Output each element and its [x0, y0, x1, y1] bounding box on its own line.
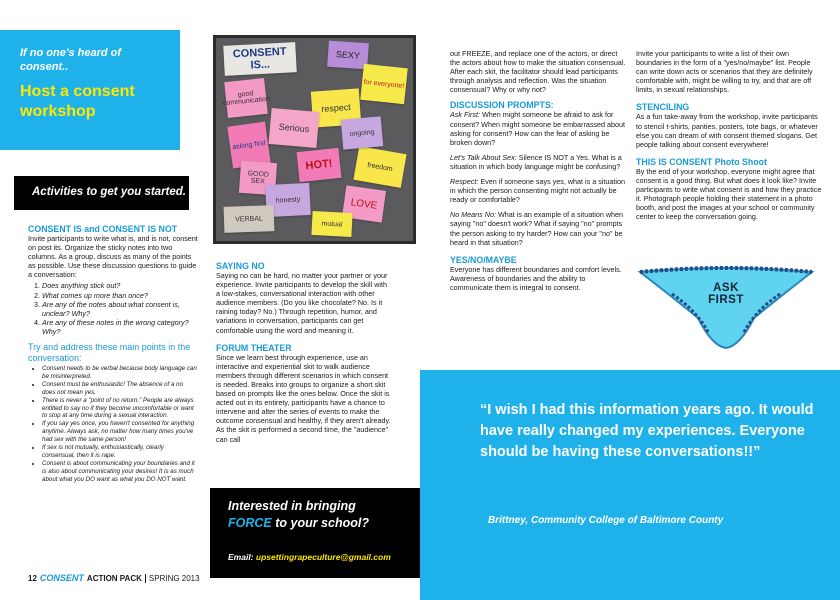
header-block: [0, 30, 180, 150]
prompt-item: No Means No: What is an example of a situation when saying "no" doesn't work? What if saying "no" prompts the person asking to try harder? How can your "no" be heard in that situation?: [450, 210, 624, 247]
photo-shoot-heading: THIS IS CONSENT Photo Shoot: [636, 156, 767, 167]
photo-note: for everyone!: [360, 64, 408, 104]
column-4: [636, 49, 822, 221]
photo-note: freedom: [353, 146, 406, 188]
consent-is-heading: CONSENT IS and CONSENT IS NOT: [28, 224, 178, 234]
header-kicker-line2: consent..: [20, 61, 69, 73]
forum-theater-body: Since we learn best through experience, use an interactive and experiential skit to walk audience members through different scenarios in which consent is needed. Breaks into groups to organize a short skit based on prompts like the ones below. Once the skit is acted out in its entirety, participants have a chance to intervene and alter the series of events to make the outcome consensual and healthy, if they aren't already. As the skit is performed a second time, the "audience" can call: [216, 352, 391, 444]
force-line1: Interested in bringing: [228, 499, 356, 513]
photo-note: good communication: [224, 78, 268, 118]
prompt-item: Respect: Even if someone says yes, what is a situation in which the person consenting might not actually be ready or comfortable?: [450, 177, 625, 205]
photo-note: mutual: [311, 211, 352, 237]
footer-season: SPRING 2013: [148, 573, 200, 583]
photo-note: SEXY: [327, 41, 369, 70]
list-item: • There is never a "point of no return." People are always entitled to say no if they become uncomfortable or want to stop at any time during a sexual interaction.: [42, 397, 198, 421]
force-word: FORCE: [228, 516, 272, 530]
force-box: [210, 488, 420, 578]
photo-note: honesty: [265, 183, 311, 217]
photo-note: CONSENT IS...: [223, 42, 296, 76]
email-label: Email:: [228, 552, 254, 562]
photo-note: LOVE: [342, 185, 386, 222]
stenciling-heading: STENCILING: [636, 102, 690, 113]
footer-divider: [145, 574, 146, 583]
header-title-line2: workshop: [20, 103, 96, 120]
column-3: [450, 49, 626, 292]
forum-continued: out FREEZE, and replace one of the actors, or direct the actors about how to make the situation consensual. After each skit, the facilitator should lead participants through analysis and reflection. Was the situation consensual? Why or why not?: [450, 49, 626, 95]
email-link[interactable]: upsettingrapeculture@gmail.com: [255, 552, 391, 562]
panty-text-line1: ASK: [713, 282, 739, 294]
main-points-heading: Try and address these main points in the conversation:: [28, 342, 191, 363]
consent-is-body: Invite participants to write what is, and is not, consent on post its. Organize the sticky notes into two columns. As a group, discuss as many of the points as possible. Use these discussion questions to guide a conversation:: [28, 234, 198, 280]
list-item: • Consent is about communicating your boundaries and it is also about communicating your desires! It is as much about what you DO want as what you DO NOT want.: [42, 460, 198, 484]
saying-no-heading: SAYING NO: [216, 261, 265, 271]
quote-text: “I wish I had this information years ago. It would have really changed my experiences. Everyone should be having these conversations!!”: [480, 402, 814, 460]
forum-theater-heading: FORUM THEATER: [216, 342, 292, 353]
photo-note: GOOD SEX: [239, 161, 277, 195]
stenciling-body: As a fun take-away from the workshop, invite participants to stencil t-shirts, panties, posters, tote bags, or whatever else you can dream of with consent themed slogans. Get people talking about consent everywhere!: [636, 112, 818, 149]
force-line2-rest: to your school?: [271, 516, 369, 530]
saying-no-body: Saying no can be hard, no matter your partner or your experience. Invite participants to develop the skill with a low-stakes, conversational interaction with other audience members. (Do you like chocolate? No. Is it raining today? No.) Through repetition, humor, and variations in conversation, participants can get comfortable using the word and meaning it.: [216, 271, 388, 335]
force-line2: [228, 515, 369, 532]
photo-note: asking first: [227, 122, 270, 169]
quote-attribution: Brittney, Community College of Baltimore County: [488, 515, 724, 526]
prompt-item: Let's Talk About Sex: Silence IS NOT a Yes. What is a situation in which body language might be confusing?: [450, 152, 622, 171]
column-2: [216, 261, 392, 444]
list-item: 4. Are any of these notes in the wrong category? Why?: [42, 318, 198, 336]
photo-shoot-body: By the end of your workshop, everyone might agree that consent is a good thing. But what does it look like? Invite participants to write what consent is and how they practice it. Photograph people holding their statement in a photo booth, and post the images at your school or community center to keep the conversation going.: [636, 166, 822, 222]
list-item: 1. Does anything stick out?: [42, 281, 198, 290]
header-kicker-line1: If no one's heard of: [20, 47, 122, 59]
list-item: • Consent needs to be verbal because body language can be misinterpreted.: [42, 365, 198, 381]
prompt-item: Ask First: When might someone be afraid to ask for consent? When might someone be embarrassed about asking for consent? How can the fear of asking be broken down?: [450, 110, 625, 147]
list-item: • If you say yes once, you haven't consented for anything anytime. Always ask, no matter how many times you've had sex with the same person!: [42, 420, 198, 444]
photo-note: VERBAL: [224, 205, 275, 233]
yesno-heading: YES/NO/MAYBE: [450, 254, 517, 265]
panty-illustration: [636, 262, 816, 352]
list-item: • If sex is not mutually, enthusiastically, clearly consensual, then it is rape.: [42, 444, 198, 460]
page-number: 12: [28, 573, 37, 583]
photo-note: ongoing: [341, 116, 383, 149]
photo-note: HOT!: [297, 148, 342, 182]
list-item: 2. What comes up more than once?: [42, 291, 198, 300]
footer-pack: ACTION PACK: [86, 573, 142, 583]
footer: [28, 573, 200, 583]
activities-bar-label: Activities to get you started.: [32, 186, 187, 198]
yesno-body: Everyone has different boundaries and comfort levels. Awareness of boundaries and the ability to communicate them is integral to consent.: [450, 264, 622, 292]
header-title-line1: Host a consent: [20, 83, 135, 100]
footer-brand: CONSENT: [39, 573, 84, 583]
ask-first-panty-image: [636, 262, 816, 352]
consent-questions-list: [28, 281, 198, 336]
yesno-list-intro: Invite your participants to write a list of their own boundaries in the form of a "yes/no/maybe" list. People can write down acts or scenarios that they are definitely comfortable with, might be willing to try, and that are off limits, in sexual relationships.: [636, 49, 813, 95]
quote-block: [420, 370, 840, 600]
panty-text-line2: FIRST: [708, 294, 744, 306]
column-1: [28, 224, 198, 484]
list-item: • Consent must be enthusiastic! The absence of a no does not mean yes.: [42, 381, 198, 397]
sticky-notes-photo: [213, 35, 416, 244]
photo-note: Serious: [269, 108, 320, 148]
discussion-heading: DISCUSSION PROMPTS:: [450, 100, 554, 111]
activities-bar: [14, 176, 189, 210]
list-item: 3. Are any of the notes about what consent is, unclear? Why?: [42, 300, 198, 318]
main-points-list: [28, 365, 198, 484]
photo-note: respect: [311, 88, 361, 127]
